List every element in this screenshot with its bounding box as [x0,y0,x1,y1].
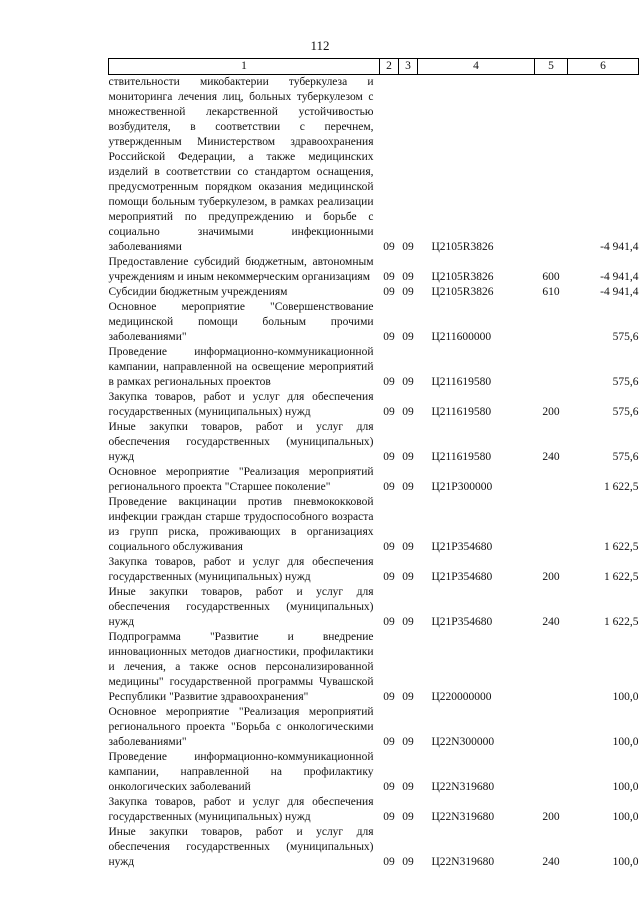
table-row [109,285,639,300]
row-amount: 100,0 [612,811,639,823]
row-amount: -4 941,4 [600,271,639,283]
row-section: 09 [383,571,395,583]
row-expense-type [535,465,568,495]
table-row [109,585,639,630]
row-amount: 100,0 [612,691,639,703]
row-amount: 100,0 [612,856,639,868]
row-amount: 1 622,5 [604,481,639,493]
table-row [109,705,639,750]
row-section: 09 [383,481,395,493]
row-expense-type: 240 [542,451,560,463]
row-expense-type: 600 [542,271,560,283]
table-row [109,795,639,825]
row-section: 09 [383,781,395,793]
row-target-code: Ц220000000 [431,691,492,703]
row-expense-type: 240 [542,856,560,868]
row-section: 09 [383,856,395,868]
header-cell-6: 6 [568,59,639,75]
row-expense-type: 200 [542,811,560,823]
row-section: 09 [383,271,395,283]
row-name: Проведение информационно-коммуникационной кампании, направленной на профилактику онкологических заболеваний [108,751,374,793]
row-target-code: Ц21Р300000 [431,481,493,493]
row-name: Подпрограмма "Развитие и внедрение инновационных методов диагностики, профилактики и лечения, а также основ персонализированной медицины" государственной программы Чувашской Республики "Развитие здравоохранения" [108,631,374,703]
row-name: Основное мероприятие "Совершенствование медицинской помощи больным прочими заболеваниями" [108,301,374,343]
row-amount: 575,6 [612,376,639,388]
row-amount: -4 941,4 [600,241,639,253]
row-amount: 1 622,5 [604,616,639,628]
row-target-code: Ц22N319680 [431,811,495,823]
row-section: 09 [383,451,395,463]
row-subsection: 09 [402,376,414,388]
row-section: 09 [383,406,395,418]
row-subsection: 09 [402,331,414,343]
row-expense-type [535,630,568,705]
row-name: Основное мероприятие "Реализация мероприятий регионального проекта "Старшее поколение" [108,466,374,493]
row-target-code: Ц211619580 [431,406,492,418]
row-name: Проведение вакцинации против пневмококковой инфекции граждан старше трудоспособного возраста из групп риска, проживающих в организациях социального обслуживания [108,496,374,553]
row-subsection: 09 [402,541,414,553]
row-subsection: 09 [402,856,414,868]
header-row [109,59,639,75]
row-name: Основное мероприятие "Реализация мероприятий регионального проекта "Борьба с онкологическими заболеваниями" [108,706,374,748]
table-row [109,555,639,585]
header-cell-2: 2 [380,59,399,75]
table-row [109,300,639,345]
row-expense-type [535,705,568,750]
row-subsection: 09 [402,691,414,703]
header-cell-3: 3 [399,59,418,75]
row-section: 09 [383,286,395,298]
header-cell-4: 4 [418,59,535,75]
row-section: 09 [383,616,395,628]
row-target-code: Ц211619580 [431,376,492,388]
row-section: 09 [383,811,395,823]
row-amount: 1 622,5 [604,571,639,583]
row-name: Закупка товаров, работ и услуг для обеспечения государственных (муниципальных) нужд [108,556,374,583]
row-target-code: Ц21Р354680 [431,616,493,628]
row-section: 09 [383,376,395,388]
row-target-code: Ц2105R3826 [431,271,494,283]
row-name: Закупка товаров, работ и услуг для обеспечения государственных (муниципальных) нужд [108,796,374,823]
row-subsection: 09 [402,571,414,583]
row-target-code: Ц211619580 [431,451,492,463]
row-name: Иные закупки товаров, работ и услуг для обеспечения государственных (муниципальных) нужд [108,586,374,628]
row-subsection: 09 [402,616,414,628]
row-section: 09 [383,736,395,748]
row-amount: 100,0 [612,736,639,748]
row-target-code: Ц2105R3826 [431,286,494,298]
row-expense-type [535,495,568,555]
row-expense-type: 200 [542,406,560,418]
budget-table [108,58,639,870]
header-cell-5: 5 [535,59,568,75]
row-subsection: 09 [402,406,414,418]
row-name: Предоставление субсидий бюджетным, автономным учреждениям и иным некоммерческим организациям [108,256,374,283]
header-cell-1: 1 [109,59,380,75]
row-target-code: Ц22N319680 [431,856,495,868]
row-subsection: 09 [402,481,414,493]
row-target-code: Ц21Р354680 [431,571,493,583]
table-row [109,390,639,420]
table-row [109,75,639,256]
row-expense-type: 200 [542,571,560,583]
row-subsection: 09 [402,286,414,298]
row-amount: 575,6 [612,451,639,463]
row-section: 09 [383,541,395,553]
row-amount: -4 941,4 [600,286,639,298]
row-expense-type: 610 [542,286,560,298]
row-subsection: 09 [402,451,414,463]
row-expense-type: 240 [542,616,560,628]
row-amount: 100,0 [612,781,639,793]
row-subsection: 09 [402,781,414,793]
table-body [109,75,639,871]
row-target-code: Ц211600000 [431,331,492,343]
row-target-code: Ц22N319680 [431,781,495,793]
row-expense-type [535,750,568,795]
row-section: 09 [383,331,395,343]
row-name: ствительности микобактерии туберкулеза и мониторинга лечения лиц, больных туберкулезом с множественной лекарственной устойчивостью возбудителя, в соответствии с перечнем, утвержденным Министерством здравоохранения Российской Федерации, а также медицинских изделий в соответствии со стандартом оснащения, предусмотренным порядком оказания медицинской помощи больным туберкулезом, в рамках реализации мероприятий по предупреждению и борьбе с социально значимыми инфекционными заболеваниями [108,76,374,253]
row-amount: 1 622,5 [604,541,639,553]
row-target-code: Ц2105R3826 [431,241,494,253]
table-row [109,465,639,495]
table-row [109,495,639,555]
row-amount: 575,6 [612,406,639,418]
row-name: Проведение информационно-коммуникационной кампании, направленной на освещение мероприятий в рамках региональных проектов [108,346,374,388]
row-target-code: Ц22N300000 [431,736,495,748]
row-subsection: 09 [402,736,414,748]
row-expense-type [535,300,568,345]
row-name: Закупка товаров, работ и услуг для обеспечения государственных (муниципальных) нужд [108,391,374,418]
row-section: 09 [383,241,395,253]
row-section: 09 [383,691,395,703]
row-subsection: 09 [402,271,414,283]
row-name: Иные закупки товаров, работ и услуг для обеспечения государственных (муниципальных) нужд [108,421,374,463]
row-amount: 575,6 [612,331,639,343]
row-subsection: 09 [402,811,414,823]
row-target-code: Ц21Р354680 [431,541,493,553]
row-name: Субсидии бюджетным учреждениям [108,286,288,298]
table-row [109,345,639,390]
table-row [109,750,639,795]
table-row [109,420,639,465]
row-subsection: 09 [402,241,414,253]
row-expense-type [535,75,568,256]
table-row [109,825,639,870]
table-row [109,255,639,285]
row-name: Иные закупки товаров, работ и услуг для обеспечения государственных (муниципальных) нужд [108,826,374,868]
page-number: 112 [310,38,330,53]
table-row [109,630,639,705]
row-expense-type [535,345,568,390]
